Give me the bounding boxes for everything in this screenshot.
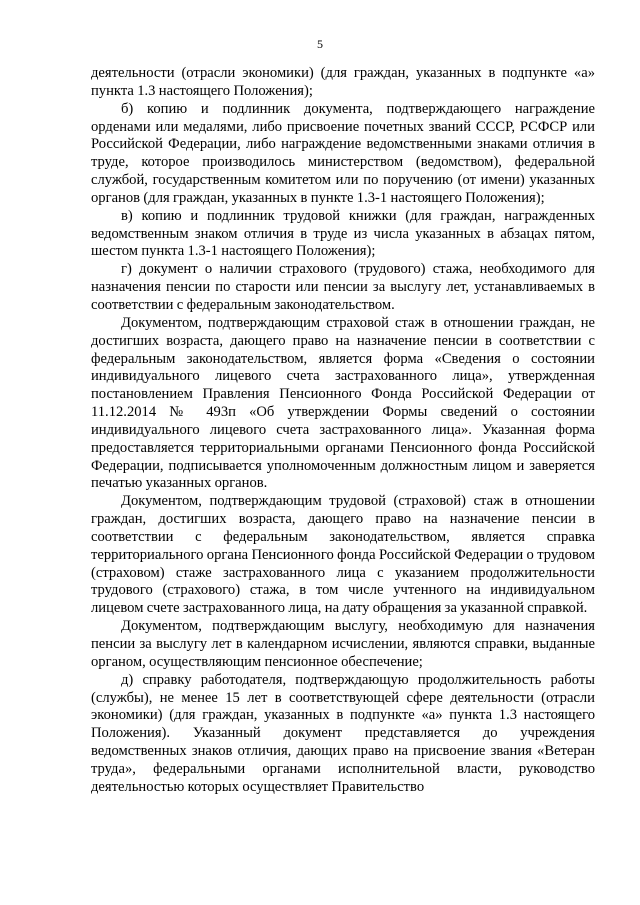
paragraph-work-record-certificate: Документом, подтверждающим трудовой (страховой) стаж в отношении граждан, достигших возраста, дающего право на назначение пенсии в соответствии с федеральным законодательством, является справка территориального органа Пенсионного фонда Российской Федерации о трудовом (страховом) стаже застрахованного лица с указанием продолжительности трудового (страхового) стажа, в том числе учтенного на индивидуальном лицевом счете застрахованного лица, на дату обращения за указанной справкой. [91, 493, 595, 617]
document-body [91, 65, 595, 797]
paragraph-continuation: деятельности (отрасли экономики) (для граждан, указанных в подпункте «а» пункта 1.3 настоящего Положения); [91, 65, 595, 99]
paragraph-item-g: г) документ о наличии страхового (трудового) стажа, необходимого для назначения пенсии по старости или пенсии за выслугу лет, устанавливаемых в соответствии с федеральным законодательством. [91, 261, 595, 313]
page-number: 5 [317, 37, 323, 51]
paragraph-service-record: Документом, подтверждающим выслугу, необходимую для назначения пенсии за выслугу лет в календарном исчислении, являются справки, выданные органом, осуществляющим пенсионное обеспечение; [91, 618, 595, 670]
paragraph-item-d: д) справку работодателя, подтверждающую продолжительность работы (службы), не менее 15 лет в соответствующей сфере деятельности (отрасли экономики) (для граждан, указанных в подпункте «а» пункта 1.3 настоящего Положения). Указанный документ представляется до учреждения ведомственных знаков отличия, дающих право на присвоение звания «Ветеран труда», федеральными органами исполнительной власти, руководство деятельностью которых осуществляет Правительство [91, 671, 595, 795]
paragraph-item-b: б) копию и подлинник документа, подтверждающего награждение орденами или медалями, либо присвоение почетных званий СССР, РСФСР или Российской Федерации, либо награждение ведомственными знаками отличия в труде, которое производилось министерством (ведомством), федеральной службой, государственным комитетом или по поручению (от имени) указанных органов (для граждан, указанных в пункте 1.3-1 настоящего Положения); [91, 100, 595, 206]
paragraph-item-v: в) копию и подлинник трудовой книжки (для граждан, награжденных ведомственным знаком отличия в труде из числа указанных в абзацах пятом, шестом пункта 1.3-1 настоящего Положения); [91, 207, 595, 260]
paragraph-insurance-record: Документом, подтверждающим страховой стаж в отношении граждан, не достигших возраста, дающего право на назначение пенсии в соответствии с федеральным законодательством, является форма «Сведения о состоянии индивидуального лицевого счета застрахованного лица», утвержденная постановлением Правления Пенсионного Фонда Российской Федерации от 11.12.2014 № 493п «Об утверждении Формы сведений о состоянии индивидуального лицевого счета застрахованного лица». Указанная форма предоставляется территориальными органами Пенсионного фонда Российской Федерации, подписывается уполномоченным должностным лицом и заверяется печатью указанных органов. [91, 314, 595, 492]
